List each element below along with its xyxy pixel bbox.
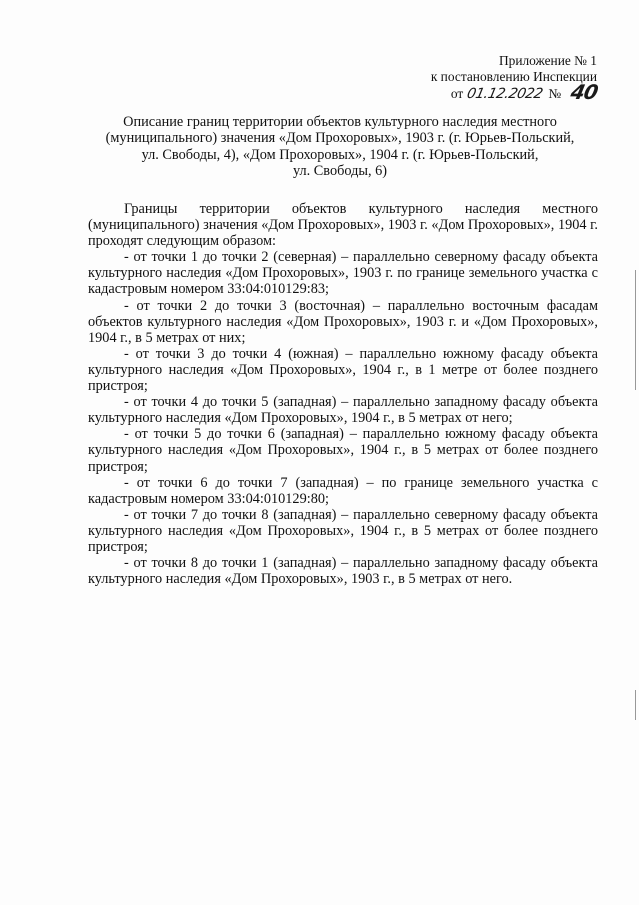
boundary-item: - от точки 3 до точки 4 (южная) – параллельно южному фасаду объекта культурного наследия «Дом Прохоровых», 1904 г., в 1 метре от более позднего пристроя;: [88, 345, 598, 395]
appendix-header: [430, 53, 600, 104]
boundary-item: - от точки 5 до точки 6 (западная) – параллельно южному фасаду объекта культурного наследия «Дом Прохоровых», 1904 г., в 5 метрах от более позднего пристроя;: [88, 426, 598, 475]
document-title: [80, 114, 600, 180]
appendix-line-1: Приложение № 1: [498, 53, 597, 68]
title-line: ул. Свободы, 6): [292, 163, 388, 180]
boundary-item: - от точки 4 до точки 5 (западная) – параллельно западному фасаду объекта культурного наследия «Дом Прохоровых», 1904 г., в 5 метрах от него;: [88, 394, 598, 427]
handwritten-number: 40: [568, 80, 600, 104]
document-body: [88, 201, 598, 587]
appendix-date-prefix: от: [450, 86, 464, 101]
scan-edge-mark: [635, 690, 636, 720]
appendix-line-2: к постановлению Инспекции: [430, 68, 597, 84]
scan-edge-mark: [635, 270, 636, 390]
appendix-date-number-row: [431, 80, 600, 104]
title-line: Описание границ территории объектов культурного наследия местного: [123, 114, 557, 130]
number-sign: №: [548, 86, 562, 101]
boundary-item: - от точки 8 до точки 1 (западная) – параллельно западному фасаду объекта культурного наследия «Дом Прохоровых», 1903 г., в 5 метрах от него.: [88, 555, 598, 588]
title-line: ул. Свободы, 4), «Дом Прохоровых», 1904 г. (г. Юрьев-Польский,: [141, 146, 539, 163]
title-line: (муниципального) значения «Дом Прохоровых», 1903 г. (г. Юрьев-Польский,: [105, 130, 575, 147]
boundary-item: - от точки 1 до точки 2 (северная) – параллельно северному фасаду объекта культурного наследия «Дом Прохоровых», 1903 г. по границе земельного участка с кадастровым номером 33:04:010129:83;: [88, 249, 598, 298]
handwritten-date: 01.12.2022: [465, 86, 545, 102]
boundary-item: - от точки 2 до точки 3 (восточная) – параллельно восточным фасадам объектов культурного наследия «Дом Прохоровых», 1903 г. и «Дом Прохоровых», 1904 г., в 5 метрах от них;: [88, 297, 598, 346]
boundary-item: - от точки 7 до точки 8 (западная) – параллельно северному фасаду объекта культурного наследия «Дом Прохоровых», 1904 г., в 5 метрах от более позднего пристроя;: [88, 506, 598, 555]
boundary-item: - от точки 6 до точки 7 (западная) – по границе земельного участка с кадастровым номером 33:04:010129:80;: [88, 474, 598, 507]
intro-paragraph: Границы территории объектов культурного наследия местного (муниципального) значения «Дом Прохоровых», 1903 г. «Дом Прохоровых», 1904 г. проходят следующим образом:: [88, 201, 598, 250]
